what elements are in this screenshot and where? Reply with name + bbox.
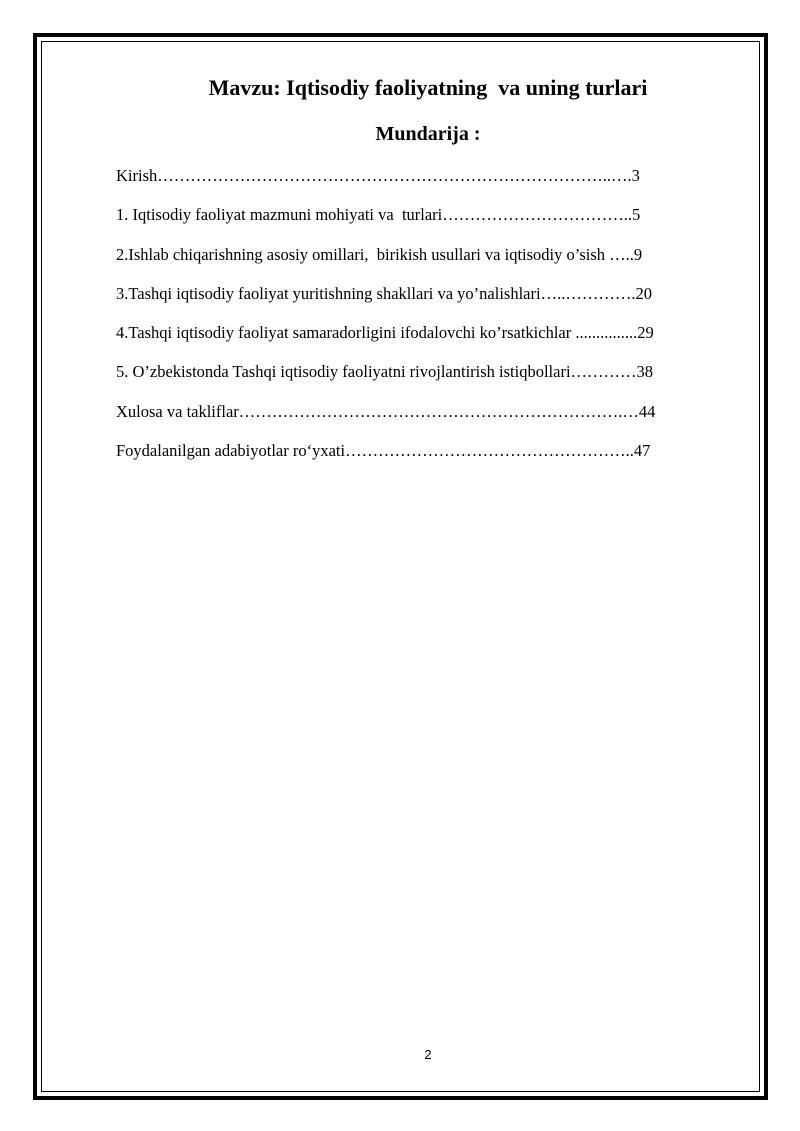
toc-entry-chapter-4: 4.Tashqi iqtisodiy faoliyat samaradorligini ifodalovchi ko’rsatkichlar ...............29 <box>116 323 654 343</box>
page-number: 2 <box>424 1047 432 1062</box>
toc-entry-chapter-3: 3.Tashqi iqtisodiy faoliyat yuritishning shakllari va yo’nalishlari…..………….20 <box>116 283 652 303</box>
toc-entry-chapter-5: 5. O’zbekistonda Tashqi iqtisodiy faoliyatni rivojlantirish istiqbollari…………38 <box>116 362 654 382</box>
document-title: Mavzu: Iqtisodiy faoliyatning va uning turlari <box>208 75 648 100</box>
toc-entry-references: Foydalanilgan adabiyotlar ro‘yxati……………………………………………..47 <box>116 441 651 461</box>
toc-entry-chapter-2: 2.Ishlab chiqarishning asosiy omillari, birikish usullari va iqtisodiy o’sish …..9 <box>116 244 643 264</box>
toc-entry-conclusion: Xulosa va takliflar…………………………………………………………….…44 <box>116 401 656 421</box>
toc-entry-chapter-1: 1. Iqtisodiy faoliyat mazmuni mohiyati va turlari……………………………..5 <box>116 205 641 225</box>
table-of-contents <box>116 165 736 479</box>
contents-heading: Mundarija : <box>375 123 481 145</box>
toc-entry-introduction: Kirish………………………………………………………………………..….3 <box>116 166 640 185</box>
